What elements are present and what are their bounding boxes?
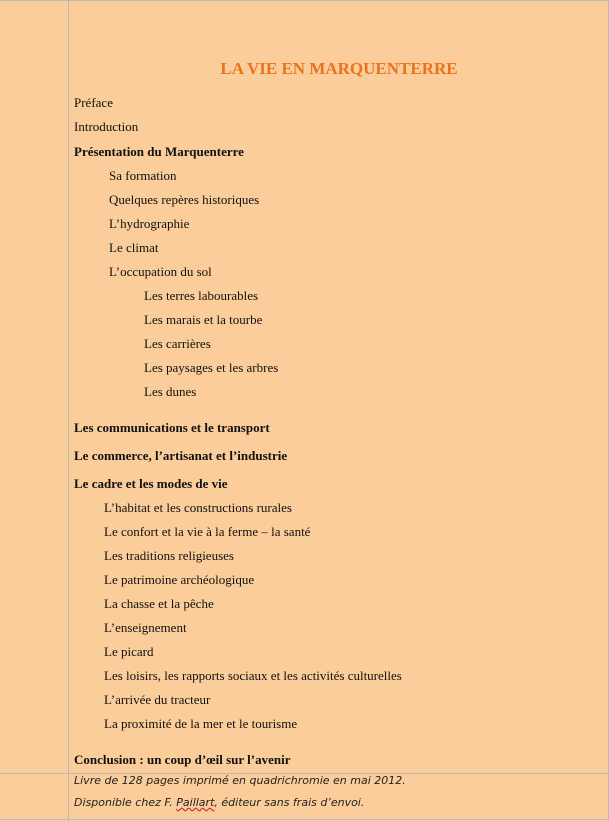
toc-section-cadre: Le cadre et les modes de vie bbox=[74, 476, 228, 491]
toc-item: L’occupation du sol bbox=[109, 264, 212, 279]
toc-subitem: Les marais et la tourbe bbox=[144, 312, 263, 327]
toc-item: Quelques repères historiques bbox=[109, 192, 260, 207]
footer-print-note: Livre de 128 pages imprimé en quadrichromie en mai 2012. bbox=[74, 774, 406, 787]
toc-item: Le patrimoine archéologique bbox=[104, 572, 255, 587]
toc-item: Le climat bbox=[109, 240, 159, 255]
toc-item: La proximité de la mer et le tourisme bbox=[104, 716, 298, 731]
toc-subitem: Les dunes bbox=[144, 384, 197, 399]
toc-item: L’arrivée du tracteur bbox=[104, 692, 211, 707]
toc-section-commerce: Le commerce, l’artisanat et l’industrie bbox=[74, 448, 288, 463]
footer-text: , éditeur sans frais d’envoi. bbox=[214, 796, 365, 809]
toc-subitem: Les carrières bbox=[144, 336, 211, 351]
toc-item: L’habitat et les constructions rurales bbox=[104, 500, 292, 515]
toc-preface: Préface bbox=[74, 95, 113, 110]
toc-item: L’hydrographie bbox=[109, 216, 190, 231]
toc-item: Le picard bbox=[104, 644, 154, 659]
footer-availability-note bbox=[74, 796, 364, 809]
toc-introduction: Introduction bbox=[74, 119, 139, 134]
toc-section-presentation: Présentation du Marquenterre bbox=[74, 144, 244, 159]
toc-subitem: Les paysages et les arbres bbox=[144, 360, 279, 375]
toc-subitem: Les terres labourables bbox=[144, 288, 259, 303]
grid-line-vertical bbox=[68, 0, 69, 821]
toc-conclusion: Conclusion : un coup d’œil sur l’avenir bbox=[74, 752, 291, 767]
publisher-name: Paillart bbox=[176, 796, 215, 809]
grid-line-top bbox=[0, 0, 609, 1]
toc-item: Les traditions religieuses bbox=[104, 548, 234, 563]
document-title: LA VIE EN MARQUENTERRE bbox=[220, 59, 458, 78]
toc-item: Les loisirs, les rapports sociaux et les activités culturelles bbox=[104, 668, 402, 683]
toc-item: Le confort et la vie à la ferme – la santé bbox=[104, 524, 311, 539]
footer-text: Disponible chez F. bbox=[74, 796, 177, 809]
toc-item: L’enseignement bbox=[104, 620, 187, 635]
grid-line-bottom bbox=[0, 819, 609, 820]
toc-section-communications: Les communications et le transport bbox=[74, 420, 270, 435]
toc-item: La chasse et la pêche bbox=[104, 596, 214, 611]
toc-item: Sa formation bbox=[109, 168, 177, 183]
